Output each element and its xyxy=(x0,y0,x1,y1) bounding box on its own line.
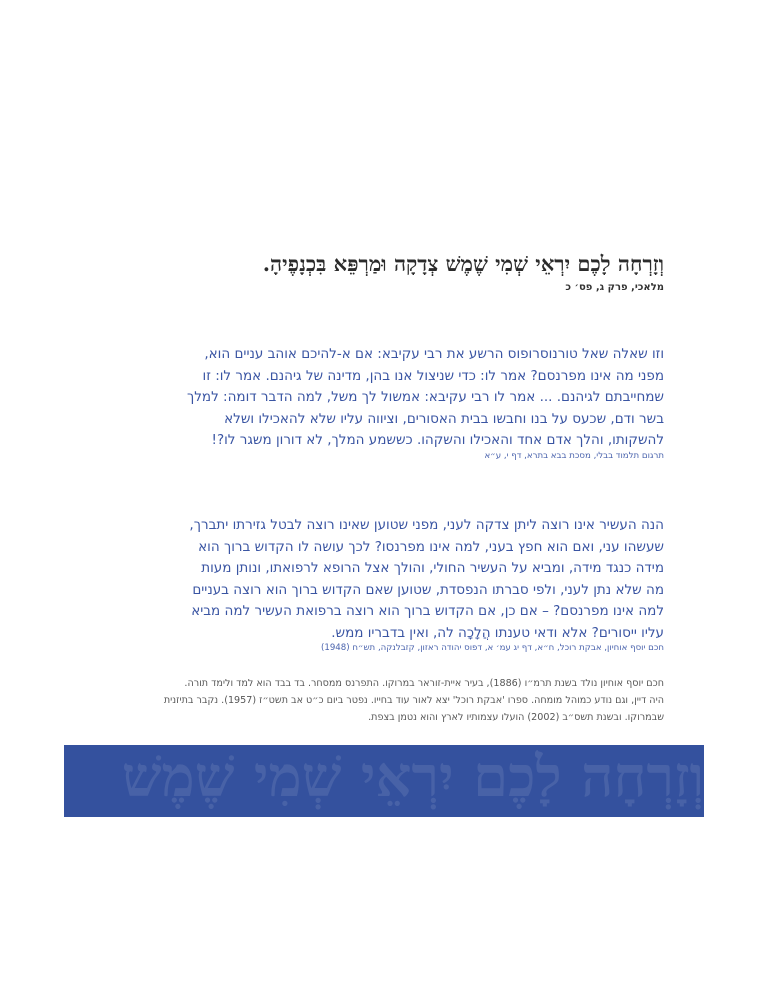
page-label: עמוד xyxy=(724,765,744,775)
quote-line: להשקותו, והלך אדם אחד והאכילו והשקהו. כששמע המלך, לא דורון משגר לו?! xyxy=(211,432,664,448)
bio-line: היה דיין, וגם נודע כמוהל מומחה. ספרו 'אבקת רוכל' יצא לאור עוד בחייו. נפטר ביום כ״ט אב תשט״ז (1957). נקבר בתיזנית xyxy=(163,695,664,706)
verse-heading: וְזָרְחָה לָכֶם יִרְאֵי שְׁמִי שֶׁמֶשׁ צְדָקָה וּמַרְפֵּא בִּכְנָפֶיהָ. xyxy=(262,251,664,276)
quote-line: שמחייבתם לגיהנם. ... אמר לו רבי עקיבא: אמשול לך משל, למה הדבר דומה: למלך xyxy=(186,389,664,405)
quote-line: שעשהו עני, ואם הוא חפץ בעני, למה אינו מפרנסו? לכך עושה לו הקדוש ברוך הוא xyxy=(198,538,664,555)
page-number-label xyxy=(624,765,744,775)
ohayon-quote-source: חכם יוסף אוחיון, אבקת רוכל, ח״א, דף יג עמ׳ א, דפוס יהודה ראזון, קזבלנקה, תש״ח (1948) xyxy=(321,643,664,653)
author-biography xyxy=(132,675,664,726)
page-separator: · xyxy=(719,765,722,775)
verse-source: מלאכי, פרק ג, פס׳ כ xyxy=(565,282,664,293)
footer-watermark: וְזָרְחָה לָכֶם יִרְאֵי שְׁמִי שֶׁמֶשׁ xyxy=(121,744,704,810)
footer-band xyxy=(64,744,744,817)
quote-line: למה אינו מפרנסם? – אם כן, אם הקדוש ברוך הוא רוצה ברפואת העשיר למה מביא xyxy=(191,603,664,619)
quote-line: בשר ודם, שכעס על בנו וחבשו בבית האסורים, וציווה עליו שלא להאכילו ושלא xyxy=(224,410,664,427)
talmud-quote-source: תרגום תלמוד בבלי, מסכת בבא בתרא, דף י, ע״א xyxy=(484,451,664,461)
ohayon-quote xyxy=(132,515,664,644)
quote-line: מה שלא נתן לעני, ולפי סברתו הנפסדת, שטוען שאם הקדוש ברוך הוא רוצה בעניים xyxy=(192,581,664,598)
page-number: 10 xyxy=(703,765,717,775)
quote-line: עליו ייסורים? אלא ודאי טענתו הֲלָכָה לה, ואין בדבריו ממש. xyxy=(331,624,664,641)
quote-line: מידה כנגד מידה, ומביא על העשיר החולי, והולך אצל הרופא לרפואתו, ונותן מעות xyxy=(201,560,664,576)
quote-line: מפני מה אינו מפרנסם? אמר לו: כדי שניצול אנו בהן, מדינה של גיהנם. אמר לו: זו xyxy=(202,367,664,384)
quote-line: וזו שאלה שאל טורנוסרופוס הרשע את רבי עקיבא: אם א-להיכם אוהב עניים הוא, xyxy=(204,346,664,362)
bio-line: חכם יוסף אוחיון נולד בשנת תרמ״ו (1886), בעיר איית-זוראר במרוקו. התפרנס ממסחר. בד בבד הוא למד ולימד תורה. xyxy=(184,678,664,689)
talmud-quote xyxy=(132,344,664,452)
bio-line: שבמרוקו. ובשנת תשס״ב (2002) הועלו עצמותיו לארץ והוא נטמן בצפת. xyxy=(368,712,664,723)
quote-line: הנה העשיר אינו רוצה ליתן צדקה לעני, מפני שטוען שאינו רוצה לבטל גזירתו יתברך, xyxy=(189,517,664,533)
